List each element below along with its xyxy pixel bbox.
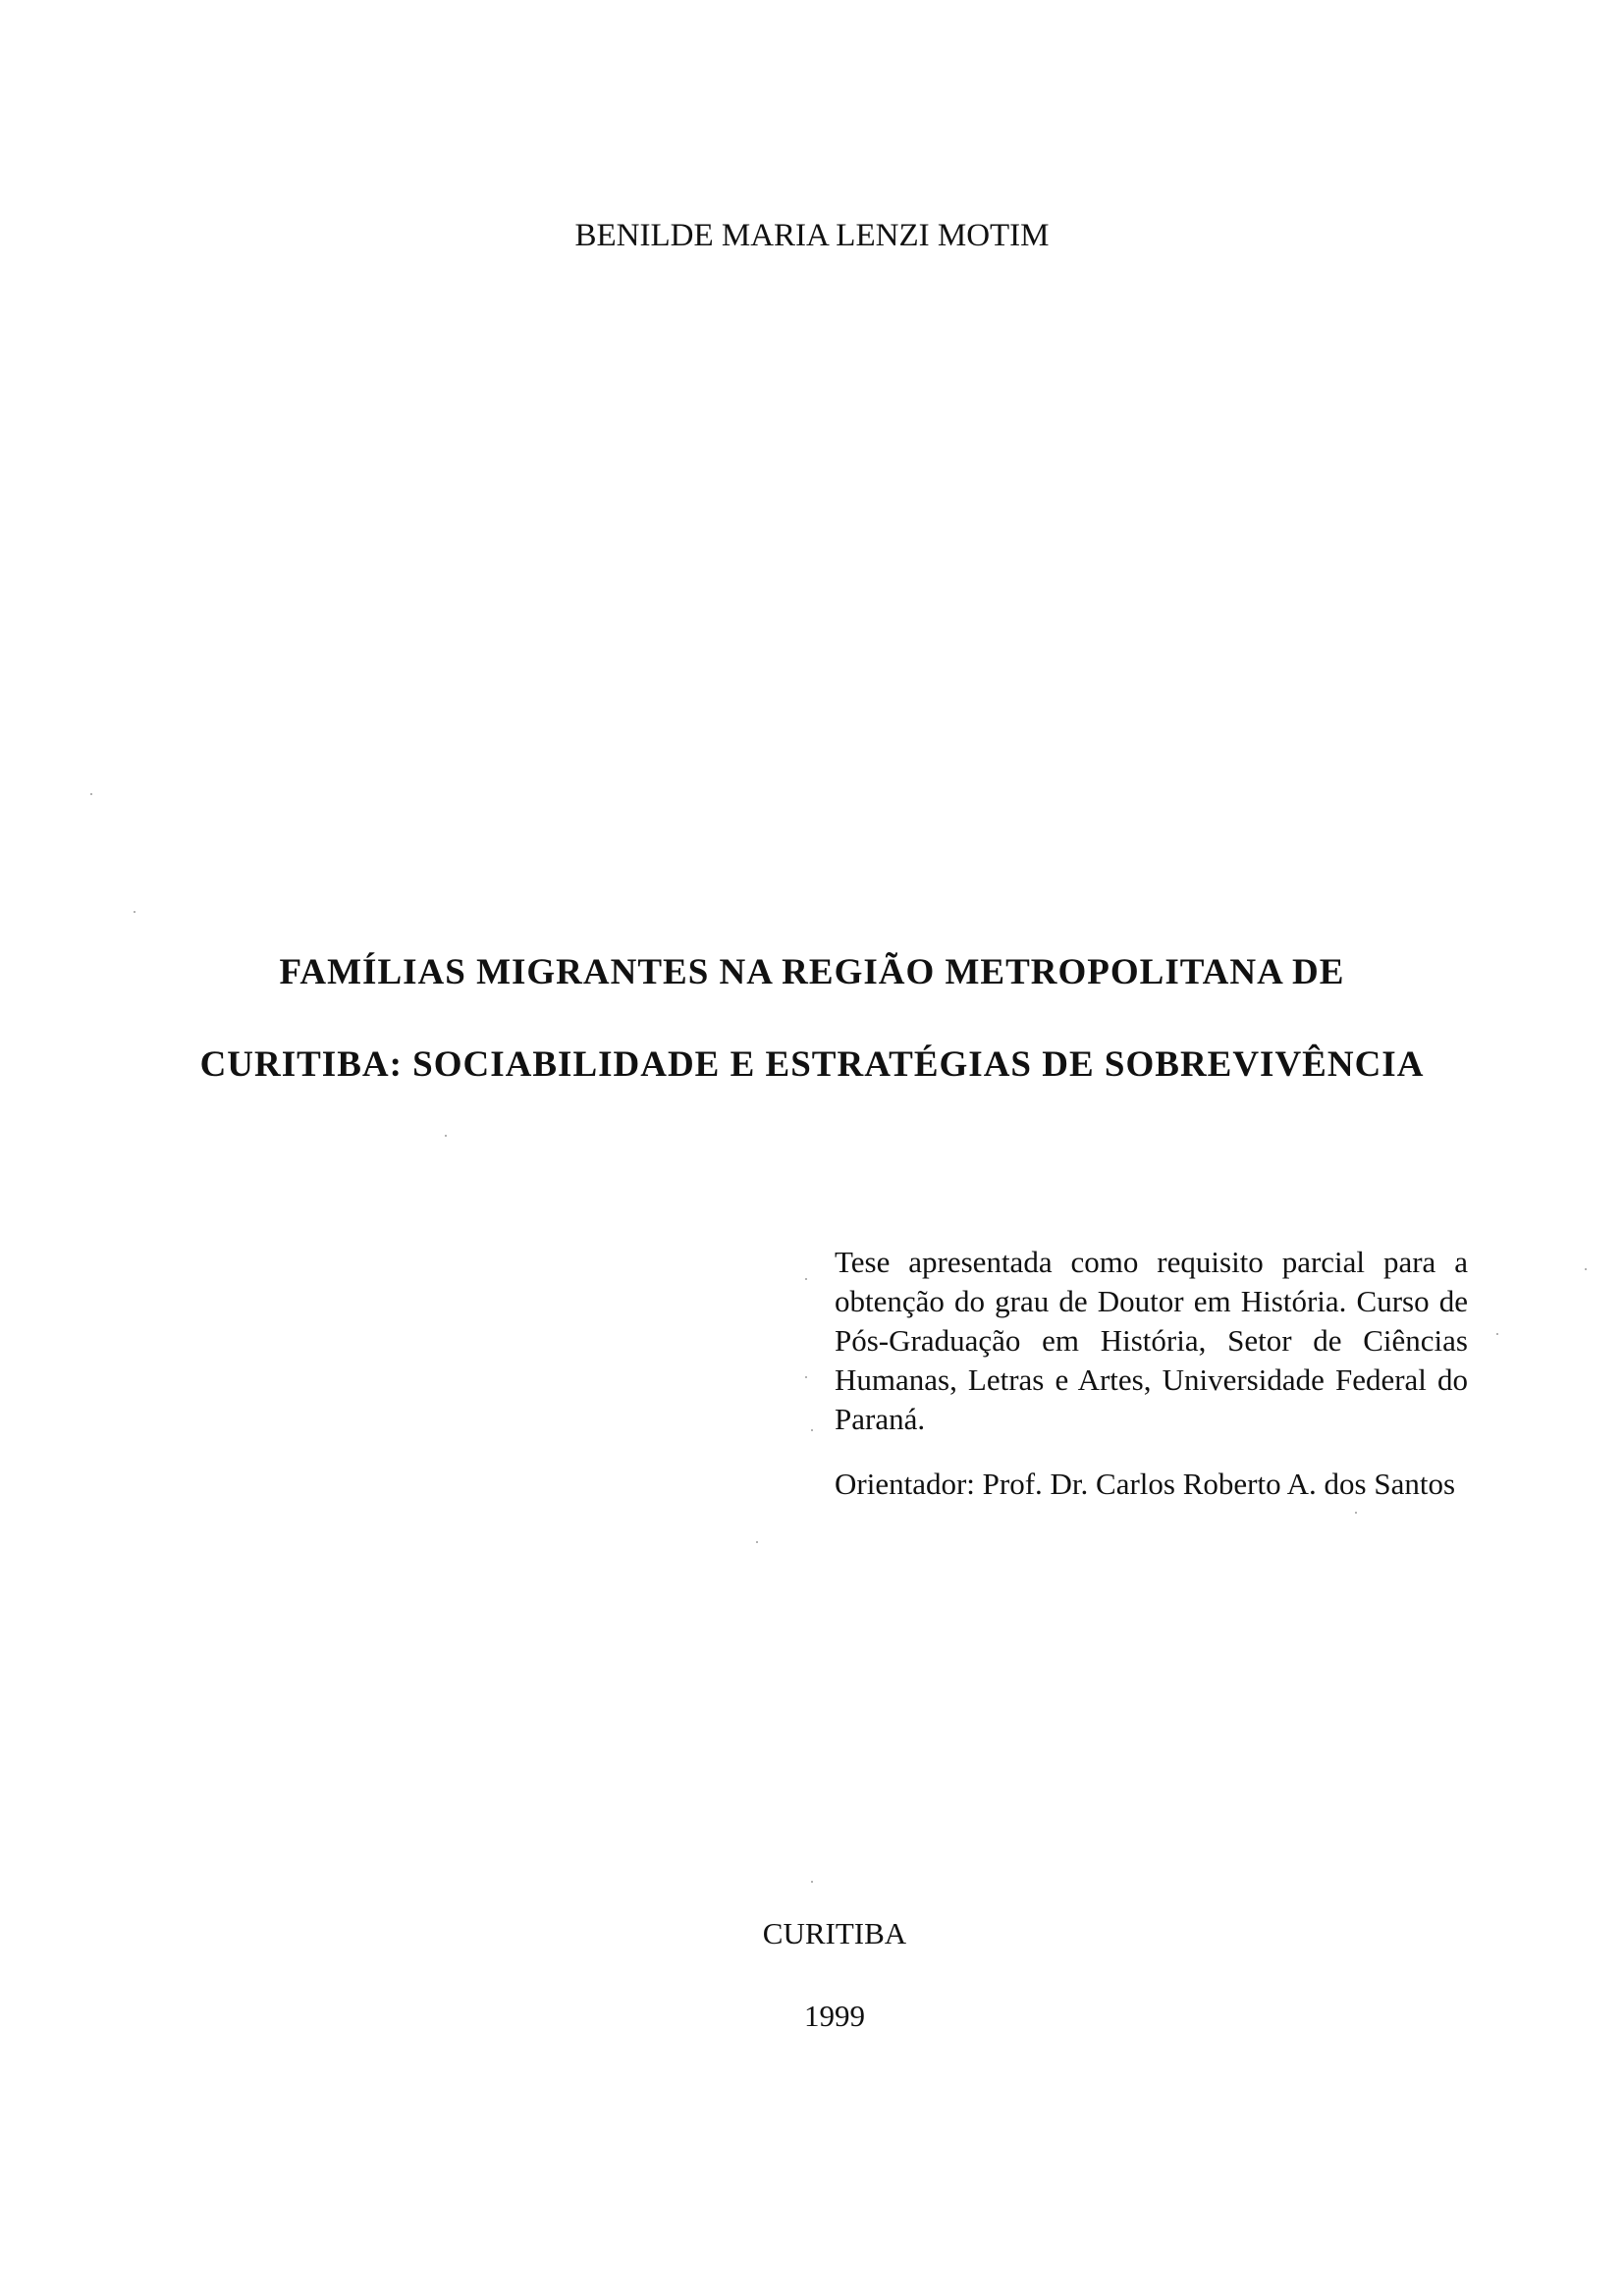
advisor-statement: Orientador: Prof. Dr. Carlos Roberto A. dos Santos: [835, 1467, 1456, 1501]
thesis-title-line-1: FAMÍLIAS MIGRANTES NA REGIÃO METROPOLITANA DE: [279, 952, 1345, 992]
thesis-title: [0, 927, 1624, 1111]
scan-speck: [811, 1881, 813, 1883]
scan-speck: [90, 793, 92, 795]
scan-speck: [756, 1541, 758, 1543]
scan-speck: [134, 911, 135, 913]
author-name: BENILDE MARIA LENZI MOTIM: [574, 218, 1050, 253]
scan-speck: [805, 1278, 807, 1280]
scan-speck: [811, 1429, 813, 1431]
scan-speck: [1355, 1512, 1357, 1514]
city: CURITIBA: [762, 1916, 907, 1950]
scan-speck: [805, 1376, 807, 1378]
year: 1999: [804, 1999, 865, 2033]
thesis-title-line-2: CURITIBA: SOCIABILIDADE E ESTRATÉGIAS DE SOBREVIVÊNCIA: [199, 1044, 1425, 1085]
scan-speck: [445, 1135, 447, 1137]
scan-speck: [1585, 1268, 1587, 1270]
scan-speck: [1496, 1333, 1498, 1335]
thesis-statement: [835, 1243, 1468, 1504]
degree-statement: Tese apresentada como requisito parcial para a obtenção do grau de Doutor em História. Curso de Pós-Graduação em História, Setor de Ciências Humanas, Letras e Artes, Universidade Federal do Paraná.: [835, 1245, 1468, 1436]
